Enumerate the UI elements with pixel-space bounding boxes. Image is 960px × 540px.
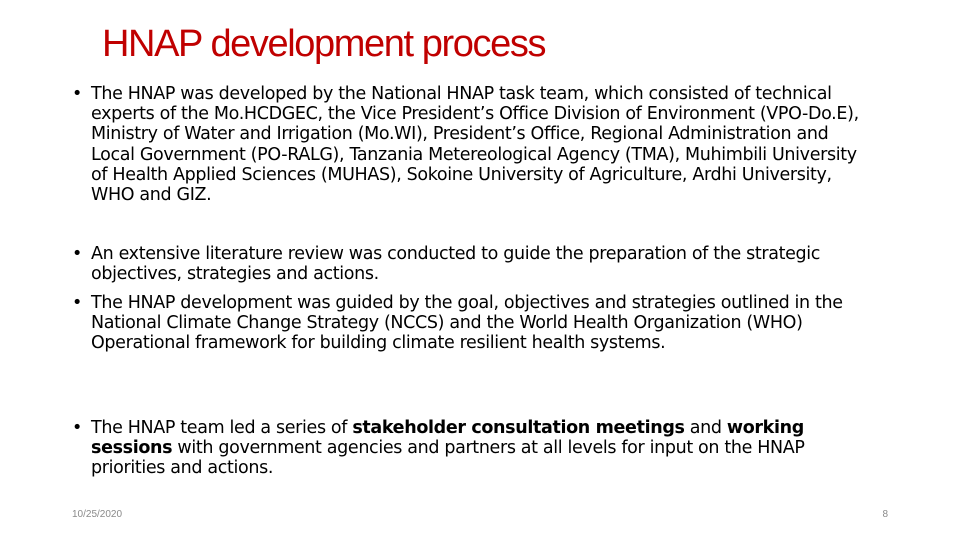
footer-date: 10/25/2020 — [72, 509, 123, 520]
bullet-marker: • — [72, 418, 82, 438]
bullet-text — [91, 418, 872, 479]
bullet-text-emphasis: working sessions — [91, 418, 804, 459]
slide-number: 8 — [882, 509, 888, 520]
bullet-text-segment: with government agencies and partners at all levels for input on the HNAP priorities and actions. — [91, 438, 805, 479]
bullet-text-segment: An extensive literature review was conducted to guide the preparation of the strategic objectives, strategies and actions. — [91, 244, 821, 285]
bullet-text-emphasis: stakeholder consultation meetings — [352, 418, 685, 438]
bullet-item — [72, 293, 872, 354]
bullet-item — [72, 84, 872, 205]
bullet-item — [72, 418, 872, 479]
bullet-marker: • — [72, 293, 82, 313]
bullet-text — [91, 244, 872, 284]
bullet-text-segment: The HNAP development was guided by the goal, objectives and strategies outlined in the National Climate Change Strategy (NCCS) and the World Health Organization (WHO) Operational framework for building climate resilient health systems. — [91, 293, 843, 354]
slide-title: HNAP development process — [102, 23, 546, 65]
bullet-text-segment: and — [684, 418, 727, 438]
bullet-text-segment: The HNAP was developed by the National HNAP task team, which consisted of technical experts of the Mo.HCDGEC, the Vice President’s Office Division of Environment (VPO-Do.E), Ministry of Water and Irrigation (Mo.WI), President’s Office, Regional Administration and Local Government (PO-RALG), Tanzania Metereological Agency (TMA), Muhimbili University of Health Applied Sciences (MUHAS), Sokoine University of Agriculture, Ardhi University, WHO and GIZ. — [91, 84, 859, 206]
bullet-text — [91, 84, 872, 205]
bullet-item — [72, 244, 872, 284]
bullet-marker: • — [72, 244, 82, 264]
bullet-text-segment: The HNAP team led a series of — [91, 418, 353, 438]
bullet-marker: • — [72, 84, 82, 104]
bullet-text — [91, 293, 872, 354]
